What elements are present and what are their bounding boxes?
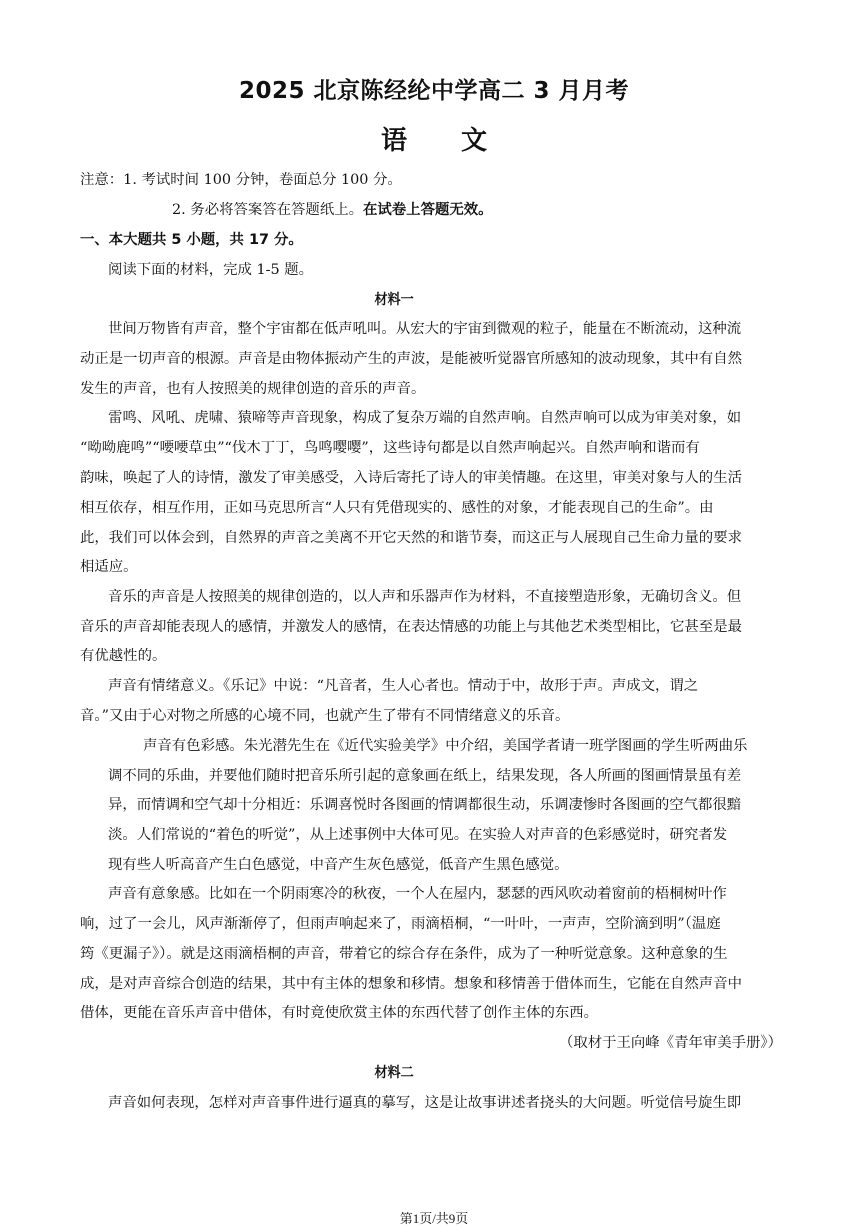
material-1-line: 相适应。 (80, 559, 138, 575)
material-1-line: 声音有意象感。比如在一个阴雨寒冷的秋夜，一个人在屋内，瑟瑟的西风吹动着窗前的梧桐树叶作 (108, 886, 727, 902)
material-1-line: 借体，更能在音乐声音中借体，有时竟使欣赏主体的东西代替了创作主体的东西。 (80, 1005, 599, 1021)
material-1-line: 响，过了一会儿，风声渐渐停了，但雨声响起来了，雨滴梧桐，“一叶叶，一声声，空阶滴到明”（温庭 (80, 916, 721, 932)
material-1-line: 有优越性的。 (80, 648, 167, 664)
notice-line-2 (172, 201, 493, 219)
page-number: 第1页/共9页 (399, 1211, 469, 1226)
material-1-line: 淡。人们常说的“着色的听觉”，从上述事例中大体可见。在实验人对声音的色彩感觉时，研究者发 (108, 827, 728, 843)
material-1-line: 世间万物皆有声音，整个宇宙都在低声吼叫。从宏大的宇宙到微观的粒子，能量在不断流动，这种流 (108, 321, 742, 337)
material-1-line: 异，而情调和空气却十分相近：乐调喜悦时各图画的情调都很生动，乐调凄惨时各图画的空气都很黯 (108, 797, 742, 813)
section-instruction: 阅读下面的材料，完成 1-5 题。 (108, 262, 314, 278)
material-1-title: 材料一 (374, 292, 414, 308)
material-1-line: 声音有色彩感。朱光潜先生在《近代实验美学》中介绍，美国学者请一班学图画的学生听两曲乐 (143, 738, 748, 754)
notice-line-2-bold: 在试卷上答题无效。 (363, 202, 493, 218)
material-1-line: 音乐的声音却能表现人的感情，并激发人的感情，在表达情感的功能上与其他艺术类型相比，它甚至是最 (80, 619, 742, 635)
material-2-title: 材料二 (374, 1065, 414, 1081)
material-1-line: 动正是一切声音的根源。声音是由物体振动产生的声波，是能被听觉器官所感知的波动现象，其中有自然 (80, 351, 742, 367)
material-1-line: “呦呦鹿鸣”“喓喓草虫”“伐木丁丁，鸟鸣嘤嘤”，这些诗句都是以自然声响起兴。自然声响和谐而有 (80, 440, 700, 456)
material-1-line: 音。”又由于心对物之所感的心境不同，也就产生了带有不同情绪意义的乐音。 (80, 708, 570, 724)
material-1-line: 声音有情绪意义。《乐记》中说：“凡音者，生人心者也。情动于中，故形于声。声成文，谓之 (108, 678, 699, 694)
material-1-line: 发生的声音，也有人按照美的规律创造的音乐的声音。 (80, 381, 426, 397)
notice-line-1: 注意：1. 考试时间 100 分钟，卷面总分 100 分。 (80, 172, 402, 188)
material-1-line: 调不同的乐曲，并要他们随时把音乐所引起的意象画在纸上，结果发现，各人所画的图画情景虽有差 (108, 768, 742, 784)
material-1-line: 筠《更漏子》）。就是这雨滴梧桐的声音，带着它的综合存在条件，成为了一种听觉意象。这种意象的生 (80, 946, 728, 962)
section-heading: 一、本大题共 5 小题，共 17 分。 (80, 232, 303, 248)
material-1-line: 音乐的声音是人按照美的规律创造的，以人声和乐器声作为材料，不直接塑造形象，无确切含义。但 (108, 589, 742, 605)
subject-title: 语文 (380, 126, 541, 156)
material-1-line: 现有些人听高音产生白色感觉，中音产生灰色感觉，低音产生黑色感觉。 (108, 857, 569, 873)
exam-title: 2025 北京陈经纶中学高二 3 月月考 (238, 78, 630, 104)
material-1-line: 相互依存，相互作用，正如马克思所言“人只有凭借现实的、感性的对象，才能表现自己的生命”。由 (80, 500, 714, 516)
material-1-line: 韵味，唤起了人的诗情，激发了审美感受，入诗后寄托了诗人的审美情趣。在这里，审美对象与人的生活 (80, 470, 742, 486)
material-2-line: 声音如何表现，怎样对声音事件进行逼真的摹写，这是让故事讲述者挠头的大问题。听觉信号旋生即 (108, 1095, 742, 1111)
notice-line-2-plain: 2. 务必将答案答在答题纸上。 (172, 202, 363, 218)
material-1-line: 成，是对声音综合创造的结果，其中有主体的想象和移情。想象和移情善于借体而生，它能在自然声音中 (80, 976, 742, 992)
material-1-source: （取材于王向峰《青年审美手册》） (558, 1035, 782, 1051)
material-1-line: 此，我们可以体会到，自然界的声音之美离不开它天然的和谐节奏，而这正与人展现自己生命力量的要求 (80, 530, 742, 546)
material-1-line: 雷鸣、风吼、虎啸、猿啼等声音现象，构成了复杂万端的自然声响。自然声响可以成为审美对象，如 (108, 410, 742, 426)
